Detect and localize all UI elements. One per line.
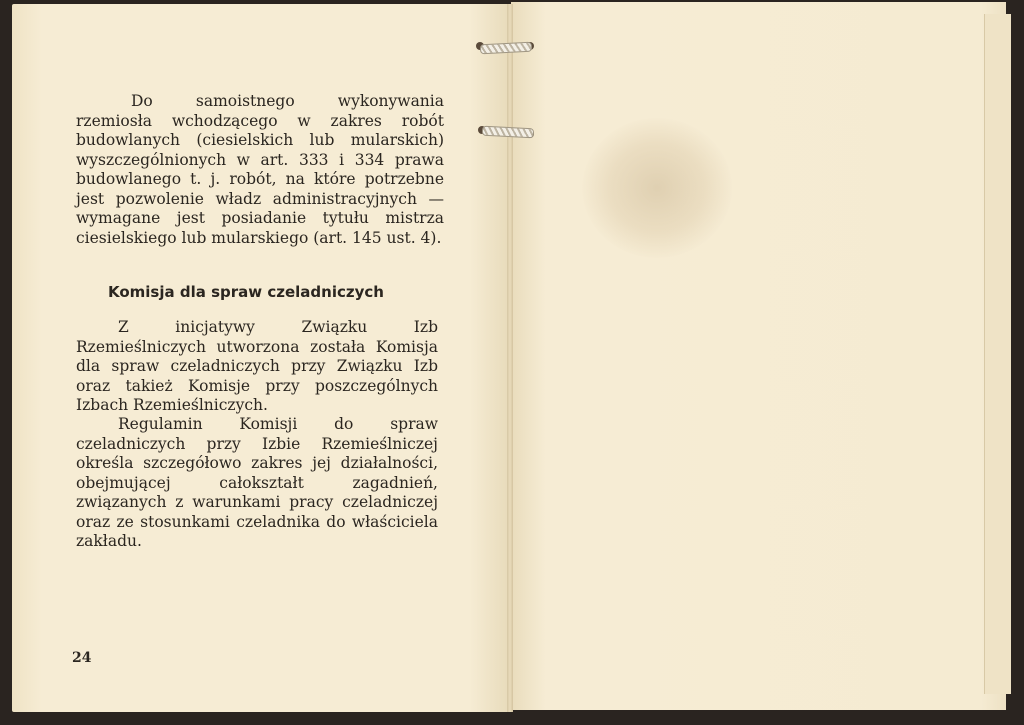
paragraph-1 (76, 92, 444, 248)
paragraph-2-text: Z inicjatywy Związku Izb Rzemieślniczych utworzona została Komisja dla spraw czeladniczych przy Związku Izb oraz takież Komisje przy poszczególnych Izbach Rzemieślniczych. (76, 318, 438, 414)
book-gutter (507, 4, 513, 712)
paragraph-2 (76, 318, 438, 416)
page-edges (984, 14, 1011, 694)
page-number: 24 (72, 650, 92, 666)
paragraph-1-text: Do samoistnego wykonywania rzemiosła wchodzącego w zakres robót budowlanych (ciesielskich lub mularskich) wyszczególnionych w art. 333 i 334 prawa budowlanego t. j. robót, na które potrzebne jest pozwolenie władz administracyjnych — wymagane jest posiadanie tytułu mistrza ciesielskiego lub mularskiego (art. 145 ust. 4). (76, 92, 444, 247)
paragraph-3-text: Regulamin Komisji do spraw czeladniczych przy Izbie Rzemieślniczej określa szczegółowo zakres jej działalności, obejmującej całokształt zagadnień, związanych z warunkami pracy czeladniczej oraz ze stosunkami czeladnika do właściciela zakładu. (76, 415, 438, 550)
paper-stain (582, 118, 732, 258)
paragraph-3 (76, 415, 438, 552)
right-page (511, 2, 1006, 710)
section-heading: Komisja dla spraw czeladniczych (108, 283, 384, 301)
